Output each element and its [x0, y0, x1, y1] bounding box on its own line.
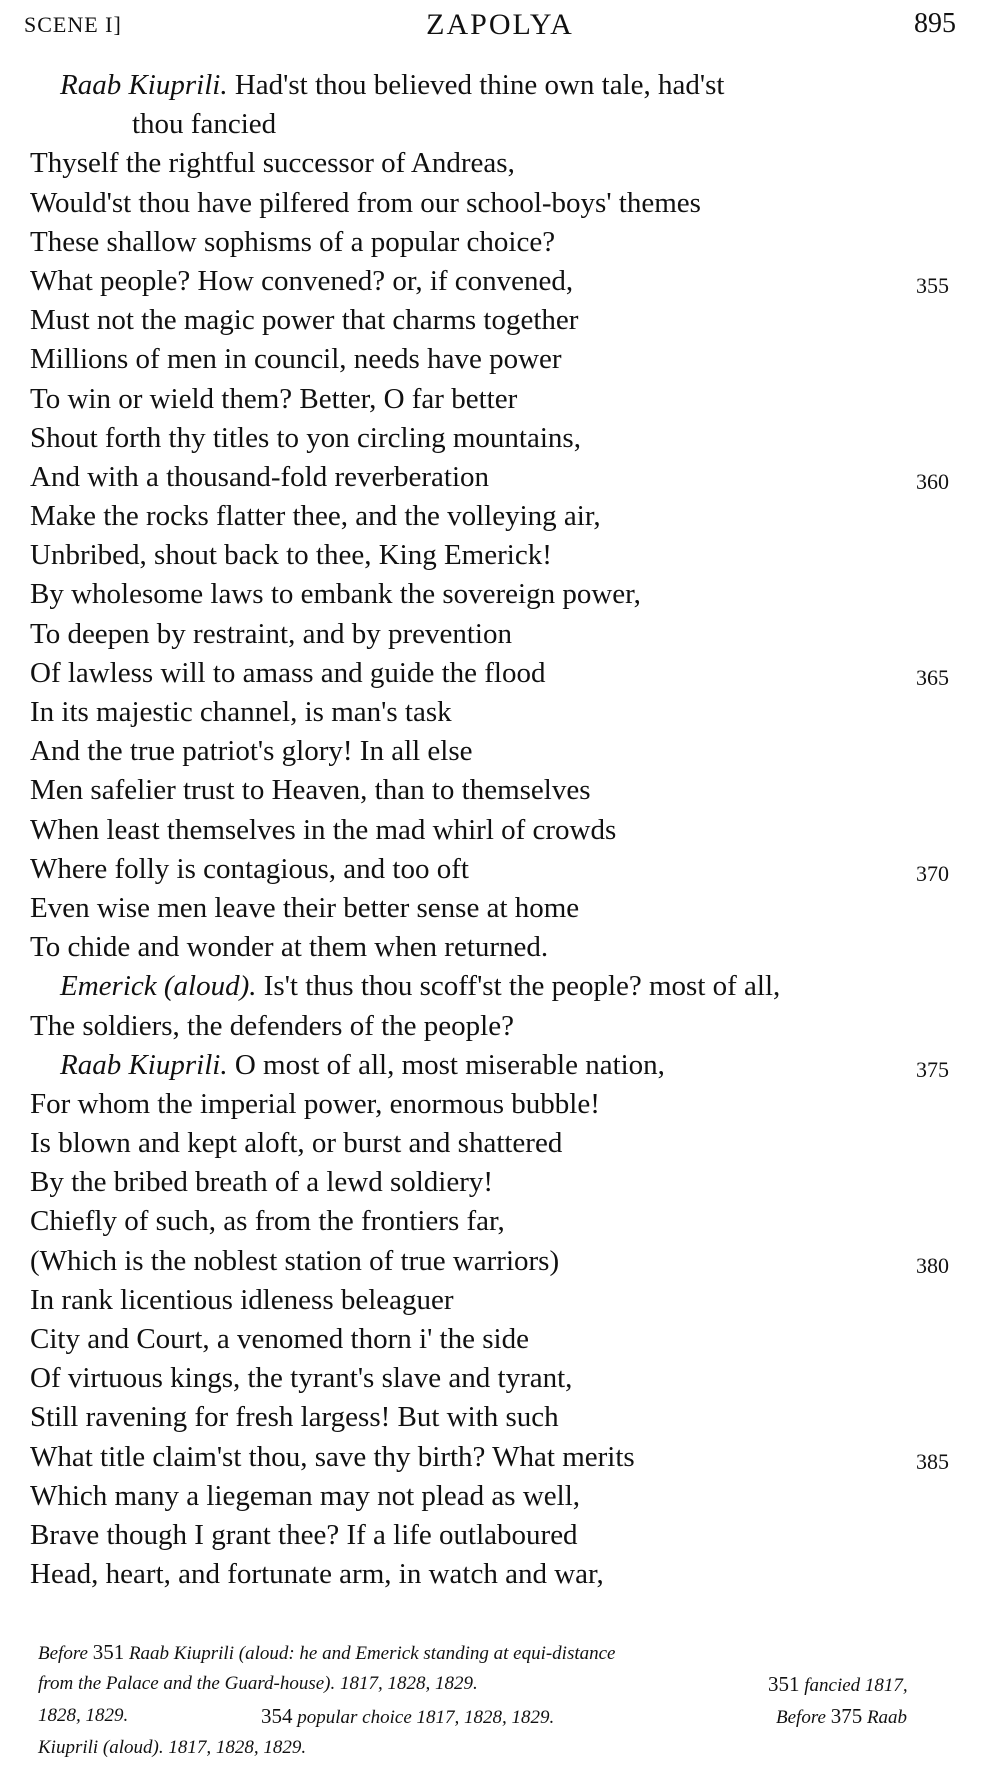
verse-line	[0, 144, 1000, 183]
verse-line	[0, 575, 1000, 614]
verse-text: These shallow sophisms of a popular choice?	[30, 225, 556, 258]
verse-text: Unbribed, shout back to thee, King Emerick!	[30, 539, 552, 572]
verse-line-text	[60, 66, 724, 105]
running-header	[0, 0, 1000, 60]
verse-line-text	[30, 144, 515, 183]
verse-text: What title claim'st thou, save thy birth? What merits	[30, 1440, 635, 1473]
verse-line-text	[30, 1202, 505, 1241]
verse-line	[0, 967, 1000, 1006]
verse-text: By the bribed breath of a lewd soldiery!	[30, 1166, 494, 1199]
verse-text: Which many a liegeman may not plead as well,	[30, 1479, 581, 1512]
footnote-text: Raab Kiuprili (aloud: he and Emerick standing at equi-distance	[124, 1643, 616, 1664]
line-number: 375	[916, 1056, 949, 1082]
verse-line-text	[30, 1242, 559, 1281]
verse-text: Is blown and kept aloft, or burst and shattered	[30, 1127, 563, 1160]
verse-line-text	[30, 1007, 514, 1046]
footnote-line-ref: 351	[92, 1640, 125, 1664]
verse-text: Of lawless will to amass and guide the flood	[30, 656, 546, 689]
verse-line-text	[30, 458, 489, 497]
footnote-line-ref: 375	[830, 1704, 863, 1728]
verse-line-text	[30, 1359, 572, 1398]
verse-line-text	[30, 262, 573, 301]
footnote-text: from the Palace and the Guard-house). 1817, 1828, 1829.	[38, 1673, 478, 1694]
verse-text: Even wise men leave their better sense at home	[30, 891, 580, 924]
verse-line	[0, 1438, 1000, 1477]
footnote-line-ref: 354	[261, 1704, 293, 1728]
verse-line	[0, 1085, 1000, 1124]
verse-line-text	[30, 1085, 600, 1124]
verse-text: The soldiers, the defenders of the people?	[30, 1009, 514, 1042]
verse-line-text	[30, 497, 601, 536]
footnote-line	[38, 1732, 968, 1764]
verse-line	[0, 1007, 1000, 1046]
verse-line-text	[30, 1477, 580, 1516]
verse-text: In its majestic channel, is man's task	[30, 696, 452, 728]
verse-line	[0, 1555, 1000, 1594]
verse-text: Make the rocks flatter thee, and the volleying air,	[30, 500, 601, 533]
verse-line	[0, 654, 1000, 693]
footnote-text: Before	[776, 1707, 831, 1728]
verse-text: Shout forth thy titles to yon circling mountains,	[30, 421, 581, 454]
page-number: 895	[914, 8, 956, 39]
footnote-line	[38, 1668, 968, 1700]
verse-line-text	[30, 1555, 604, 1594]
verse-line	[0, 301, 1000, 340]
verse-line-text	[30, 1163, 493, 1202]
line-number: 355	[916, 272, 949, 298]
verse-line-text	[30, 693, 452, 732]
verse-line-text	[30, 850, 469, 889]
verse-text: City and Court, a venomed thorn i' the side	[30, 1323, 529, 1355]
verse-line-text	[132, 105, 276, 144]
verse-text: Chiefly of such, as from the frontiers far,	[30, 1205, 505, 1238]
verse-text: And with a thousand-fold reverberation	[30, 460, 490, 493]
verse-line	[0, 1202, 1000, 1241]
verse-line	[0, 615, 1000, 654]
verse-line-text	[30, 654, 545, 693]
verse-text: For whom the imperial power, enormous bubble!	[30, 1087, 600, 1120]
verse-line	[0, 1320, 1000, 1359]
verse-text: Had'st thou believed thine own tale, had'st	[227, 69, 725, 101]
verse-text: What people? How convened? or, if convened,	[30, 264, 574, 297]
verse-text: Would'st thou have pilfered from our school-boys' themes	[30, 186, 701, 219]
verse-text: Where folly is contagious, and too oft	[30, 852, 469, 885]
footnote-text: fancied 1817,	[799, 1675, 908, 1696]
verse-text: And the true patriot's glory! In all else	[30, 735, 473, 768]
verse-line	[0, 1046, 1000, 1085]
footnote-text: 1828, 1829.	[38, 1705, 129, 1726]
verse-line	[0, 497, 1000, 536]
verse-line	[0, 340, 1000, 379]
verse-line-text	[30, 811, 616, 850]
verse-text: O most of all, most miserable nation,	[227, 1048, 665, 1081]
verse-line-text	[30, 771, 591, 810]
verse-line-text	[30, 301, 578, 340]
verse-text: (Which is the noblest station of true warriors)	[30, 1244, 560, 1277]
verse-line	[0, 1359, 1000, 1398]
verse-line-text	[30, 380, 517, 419]
verse-text: To deepen by restraint, and by prevention	[30, 617, 512, 650]
line-number: 380	[916, 1252, 949, 1278]
verse-line-text	[30, 223, 555, 262]
speaker-name: Raab Kiuprili.	[60, 69, 228, 101]
verse-line-text	[30, 1516, 578, 1555]
footnote-text: popular choice 1817, 1828, 1829.	[292, 1707, 555, 1728]
verse-line	[0, 889, 1000, 928]
verse-line-text	[30, 536, 552, 575]
verse-line-text	[30, 732, 473, 771]
verse-line	[0, 66, 1000, 105]
speaker-name: Emerick (aloud).	[60, 970, 257, 1003]
verse-text: thou fancied	[132, 108, 277, 141]
footnote-line	[38, 1636, 968, 1668]
page-title: ZAPOLYA	[426, 8, 574, 41]
verse-text: Still ravening for fresh largess! But with such	[30, 1401, 559, 1434]
footnote-line	[38, 1700, 968, 1732]
verse-text: Men safelier trust to Heaven, than to themselves	[30, 774, 591, 807]
verse-line-text	[30, 928, 548, 967]
verse-text: Is't thus thou scoff'st the people? most of all,	[256, 970, 781, 1003]
verse-text: In rank licentious idleness beleaguer	[30, 1283, 454, 1316]
verse-text: Head, heart, and fortunate arm, in watch and war,	[30, 1558, 604, 1591]
verse-line-text	[30, 889, 579, 928]
footnote-text: Raab	[862, 1707, 908, 1728]
verse-line	[0, 1242, 1000, 1281]
verse-text: Brave though I grant thee? If a life outlaboured	[30, 1518, 578, 1551]
verse-text: By wholesome laws to embank the sovereign power,	[30, 578, 641, 611]
verse-line-text	[30, 1438, 635, 1477]
verse-line	[0, 458, 1000, 497]
verse-line	[0, 771, 1000, 810]
verse-line	[0, 850, 1000, 889]
footnote-line-ref: 351	[768, 1672, 800, 1696]
verse-line	[0, 184, 1000, 223]
verse-line	[0, 380, 1000, 419]
verse-line	[0, 262, 1000, 301]
verse-line	[0, 1516, 1000, 1555]
verse-text: To win or wield them? Better, O far better	[30, 382, 518, 415]
line-number: 365	[916, 664, 949, 690]
verse-text: When least themselves in the mad whirl of crowds	[30, 813, 617, 846]
line-number: 385	[916, 1448, 949, 1474]
verse-line-text	[30, 575, 641, 614]
verse-line	[0, 1477, 1000, 1516]
footnote-text: Before	[38, 1643, 93, 1664]
verse-line-text	[30, 184, 701, 223]
verse-line	[0, 536, 1000, 575]
verse-line	[0, 419, 1000, 458]
verse-line	[0, 223, 1000, 262]
footnotes	[38, 1636, 968, 1764]
speaker-name: Raab Kiuprili.	[60, 1048, 228, 1081]
verse-text: Must not the magic power that charms together	[30, 304, 579, 337]
verse-line-text	[60, 1046, 665, 1085]
verse-text: Of virtuous kings, the tyrant's slave and tyrant,	[30, 1362, 573, 1395]
verse-text: To chide and wonder at them when returned.	[30, 931, 549, 964]
verse-line-text	[30, 419, 581, 458]
verse-line	[0, 811, 1000, 850]
line-number: 360	[916, 468, 949, 494]
footnote-text: Kiuprili (aloud). 1817, 1828, 1829.	[38, 1737, 307, 1758]
verse-line	[0, 732, 1000, 771]
verse-text: Thyself the rightful successor of Andreas,	[30, 147, 515, 180]
verse-line-text	[30, 1320, 529, 1359]
verse-line	[0, 1281, 1000, 1320]
verse-text: Millions of men in council, needs have power	[30, 343, 562, 376]
verse-line-text	[30, 1281, 454, 1320]
verse-line	[0, 1398, 1000, 1437]
verse-block	[0, 66, 1000, 1594]
scene-label: SCENE I]	[24, 12, 122, 37]
verse-line-text	[30, 615, 512, 654]
verse-line-text	[30, 1124, 562, 1163]
verse-line-text	[30, 340, 562, 379]
verse-line	[0, 1124, 1000, 1163]
verse-line-text	[30, 1398, 559, 1437]
verse-line	[0, 928, 1000, 967]
verse-line	[0, 693, 1000, 732]
verse-line	[0, 1163, 1000, 1202]
line-number: 370	[916, 860, 949, 886]
verse-line-text	[60, 967, 780, 1006]
verse-line	[0, 105, 1000, 144]
